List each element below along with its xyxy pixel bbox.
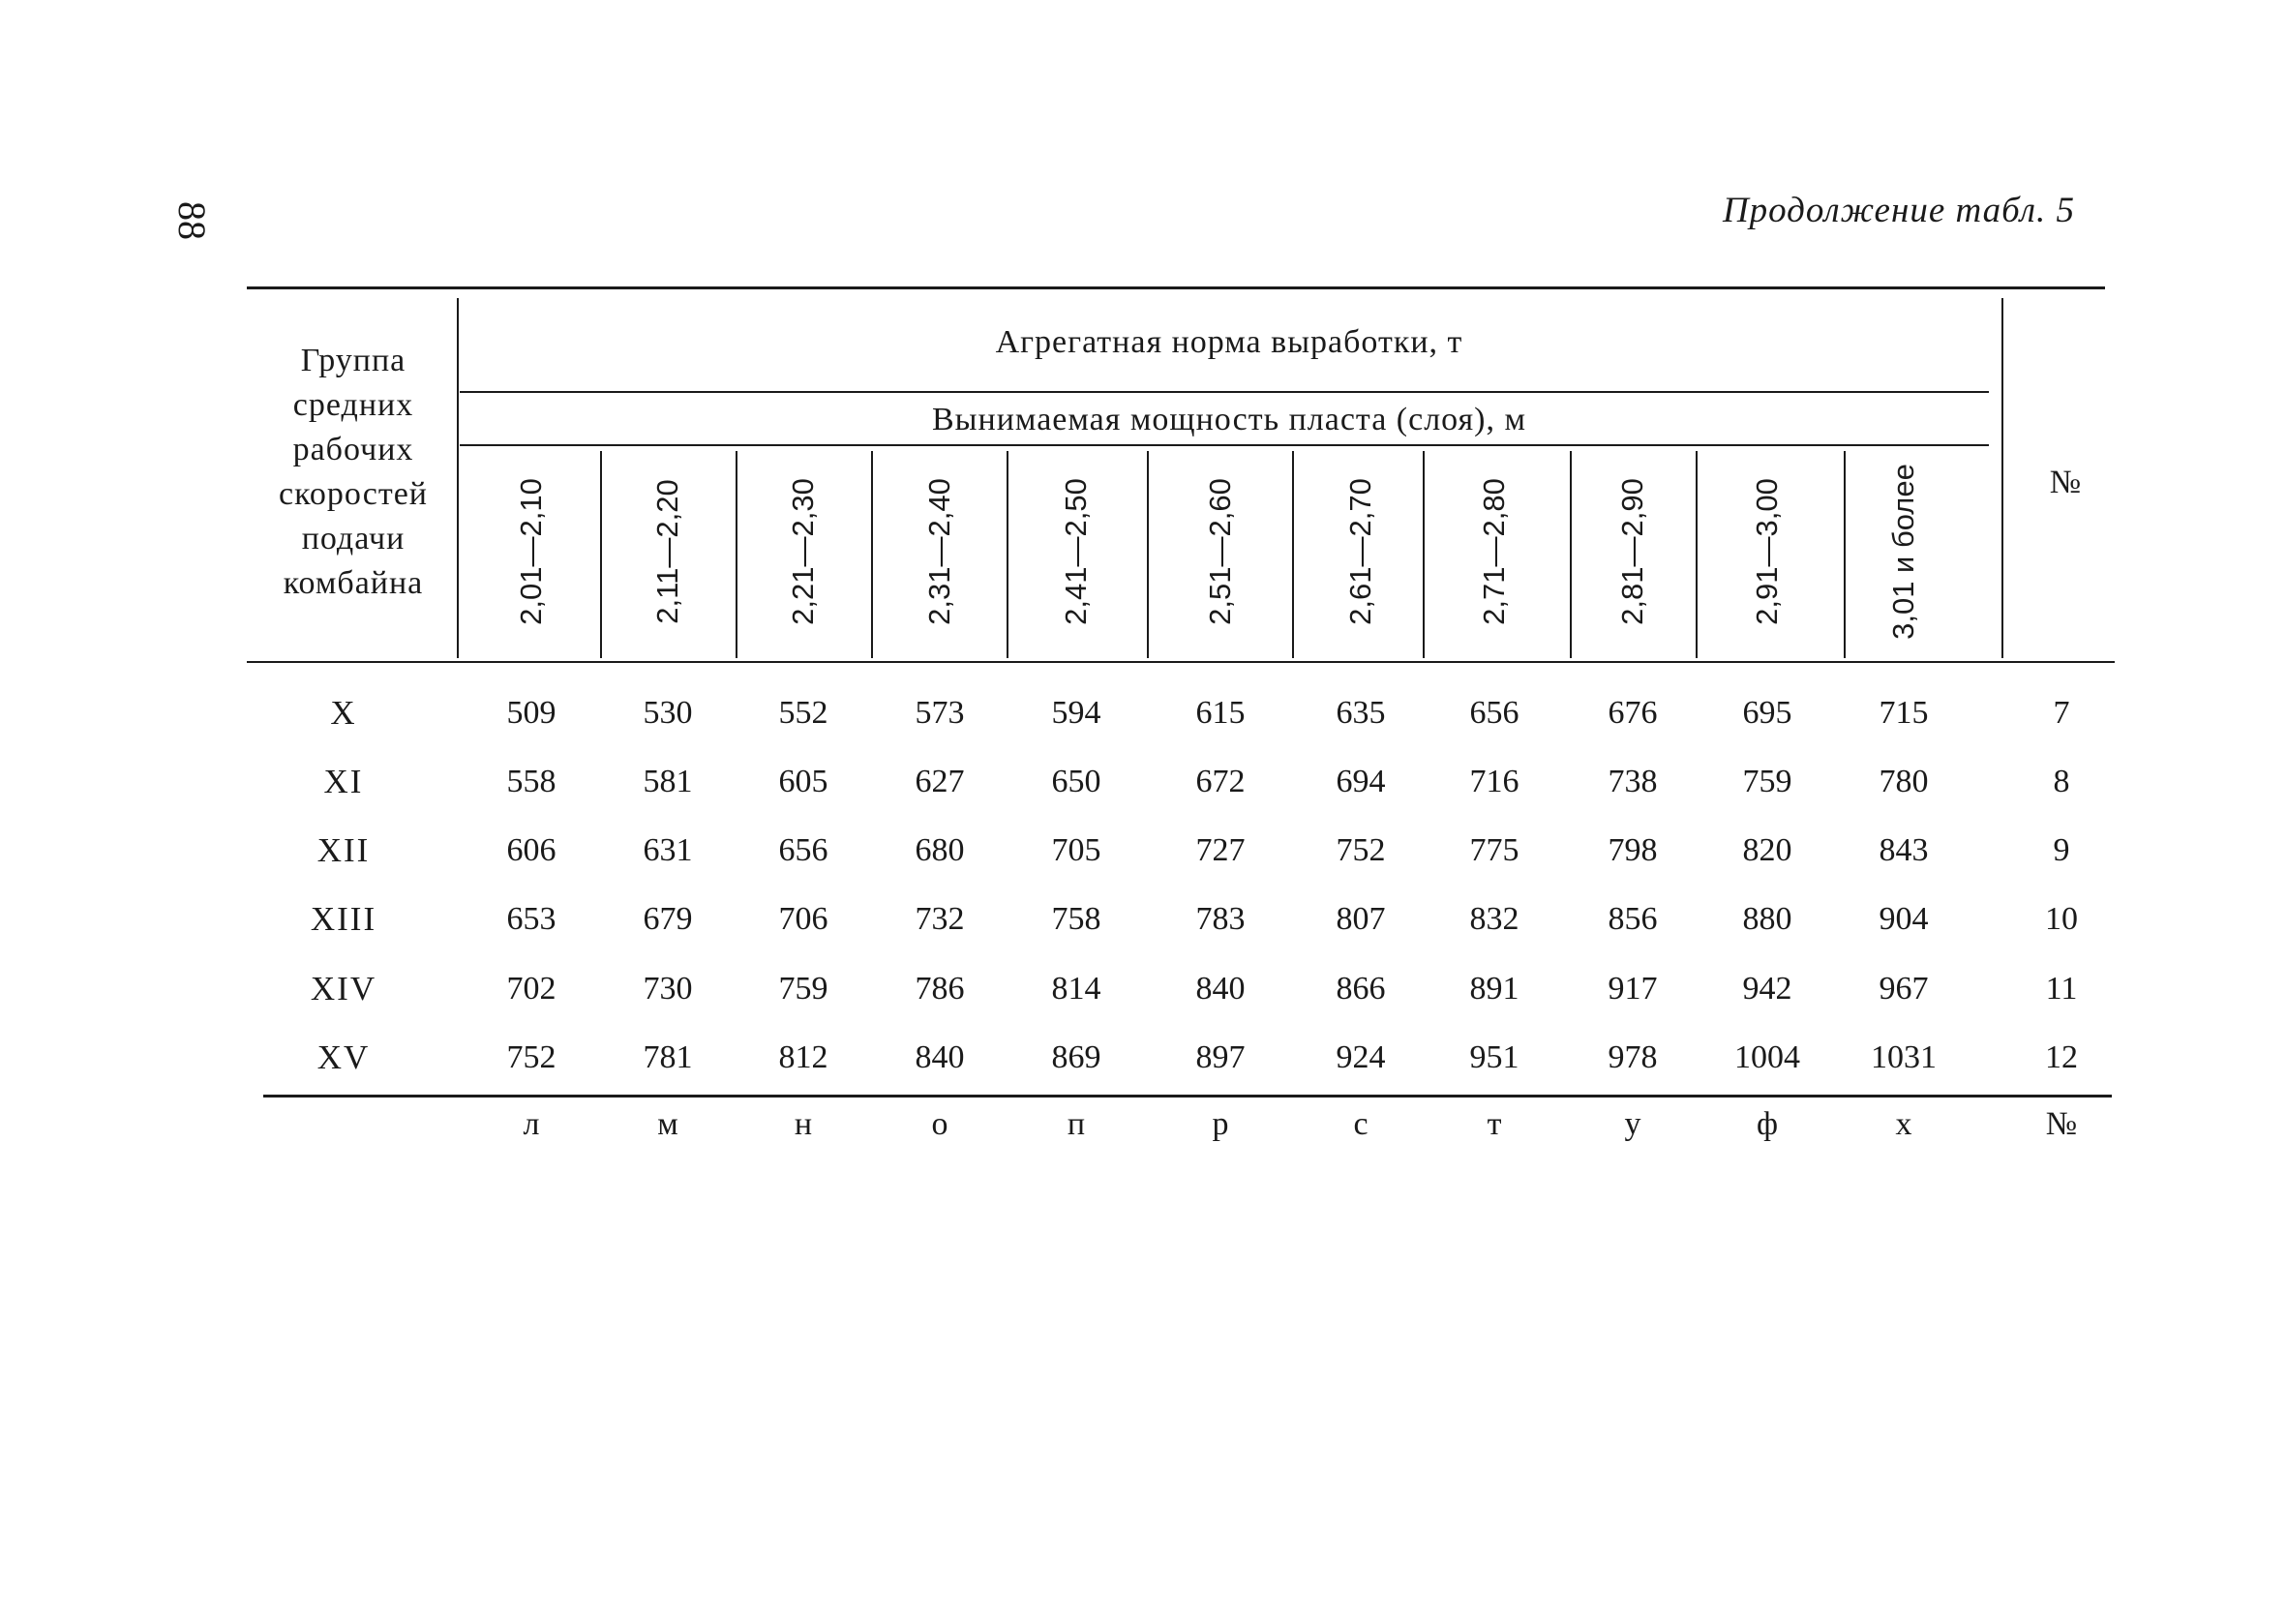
table-cell: 705 [1051,832,1101,868]
table-cell: 650 [1051,764,1101,799]
table-cell: 891 [1469,971,1519,1007]
column-divider-line [1844,451,1846,658]
table-cell: 917 [1608,971,1658,1007]
table-cell: 843 [1879,832,1929,868]
column-letter: п [1067,1106,1086,1142]
table-cell: 635 [1336,695,1386,731]
table-cell: 615 [1195,695,1246,731]
table-cell: 695 [1742,695,1792,731]
thickness-range-header: 2,41—2,50 [1059,478,1093,625]
row-number: 10 [2045,901,2078,937]
column-divider-line [871,451,873,658]
table-cell: 679 [643,901,693,937]
table-cell: 798 [1608,832,1658,868]
thickness-range-header: 2,11—2,20 [650,479,684,624]
row-group-label: X [330,694,357,732]
table-cell: 656 [778,832,828,868]
thickness-range-header: 2,21—2,30 [786,478,820,625]
column-divider-line [600,451,602,658]
row-group-label: XV [316,1038,371,1076]
thickness-range-header: 3,01 и более [1886,464,1920,640]
column-divider-line [1007,451,1008,658]
table-caption: Продолжение табл. 5 [1722,191,2075,230]
row-group-label: XII [316,831,371,869]
table-cell: 752 [1336,832,1386,868]
column-letter: т [1487,1106,1502,1142]
table-cell: 856 [1608,901,1658,937]
stub-header-line: подачи [301,521,406,556]
table-cell: 904 [1879,901,1929,937]
thickness-range-header: 2,81—2,90 [1615,478,1649,625]
table-cell: 716 [1469,764,1519,799]
table-cell: 786 [915,971,965,1007]
row-number: 7 [2053,695,2070,731]
table-top-rule [247,286,2105,289]
column-letter: х [1895,1106,1912,1142]
column-divider-line [1292,451,1294,658]
thickness-range-header: 2,61—2,70 [1343,478,1377,625]
thickness-range-header: 2,01—2,10 [514,478,548,625]
column-letter: ф [1756,1106,1779,1142]
thickness-range-header: 2,31—2,40 [922,478,956,625]
table-cell: 702 [506,971,556,1007]
table-cell: 653 [506,901,556,937]
table-cell: 924 [1336,1039,1386,1075]
table-cell: 694 [1336,764,1386,799]
table-cell: 730 [643,971,693,1007]
table-cell: 759 [778,971,828,1007]
row-number: 8 [2053,764,2070,799]
table-cell: 780 [1879,764,1929,799]
stub-header-line: средних [292,387,414,423]
header-bottom-rule [247,661,2115,663]
table-cell: 814 [1051,971,1101,1007]
table-cell: 552 [778,695,828,731]
table-cell: 978 [1608,1039,1658,1075]
table-cell: 869 [1051,1039,1101,1075]
column-letter: у [1624,1106,1641,1142]
group-header: Агрегатная норма выработки, т [995,324,1463,360]
table-cell: 783 [1195,901,1246,937]
table-cell: 627 [915,764,965,799]
table-cell: 832 [1469,901,1519,937]
table-cell: 820 [1742,832,1792,868]
row-number: 9 [2053,832,2070,868]
stub-header [247,339,460,606]
stub-header-line: рабочих [292,432,414,467]
table-cell: 738 [1608,764,1658,799]
subgroup-header: Вынимаемая мощность пласта (слоя), м [932,402,1526,437]
column-divider-line [1570,451,1572,658]
table-cell: 880 [1742,901,1792,937]
table-cell: 727 [1195,832,1246,868]
table-cell: 672 [1195,764,1246,799]
stub-header-line: Группа [300,343,406,378]
row-number: 12 [2045,1039,2078,1075]
table-cell: 812 [778,1039,828,1075]
table-cell: 715 [1879,695,1929,731]
table-cell: 1031 [1871,1039,1937,1075]
row-group-label: XIII [310,900,377,938]
row-group-label: XIV [310,970,377,1007]
table-cell: 656 [1469,695,1519,731]
footer-number-label: № [2045,1106,2078,1142]
group-divider-rule [460,391,1989,393]
table-cell: 840 [1195,971,1246,1007]
table-cell: 840 [915,1039,965,1075]
table-cell: 758 [1051,901,1101,937]
number-header: № [2049,465,2082,500]
column-divider-line [1696,451,1698,658]
stub-header-line: комбайна [283,565,424,601]
page-number: 88 [170,201,214,240]
number-divider-line [2001,298,2003,658]
table-cell: 509 [506,695,556,731]
table-cell: 558 [506,764,556,799]
table-cell: 605 [778,764,828,799]
table-cell: 676 [1608,695,1658,731]
column-letter: н [794,1106,813,1142]
column-letter: л [523,1106,540,1142]
stub-header-line: скоростей [279,476,428,512]
table-cell: 530 [643,695,693,731]
table-cell: 1004 [1734,1039,1800,1075]
column-letter: р [1212,1106,1229,1142]
table-cell: 807 [1336,901,1386,937]
table-cell: 897 [1195,1039,1246,1075]
thickness-range-header: 2,91—3,00 [1750,478,1784,625]
table-cell: 967 [1879,971,1929,1007]
subgroup-divider-rule [460,444,1989,446]
table-cell: 752 [506,1039,556,1075]
table-cell: 942 [1742,971,1792,1007]
thickness-range-header: 2,51—2,60 [1203,478,1237,625]
table-cell: 606 [506,832,556,868]
column-letter: м [657,1106,678,1142]
table-cell: 781 [643,1039,693,1075]
table-cell: 680 [915,832,965,868]
column-divider-line [736,451,737,658]
table-cell: 706 [778,901,828,937]
row-group-label: XI [323,763,364,800]
table-cell: 732 [915,901,965,937]
column-divider-line [1147,451,1149,658]
column-letter: о [931,1106,948,1142]
row-number: 11 [2045,971,2078,1007]
table-cell: 594 [1051,695,1101,731]
table-cell: 631 [643,832,693,868]
table-cell: 775 [1469,832,1519,868]
table-cell: 951 [1469,1039,1519,1075]
column-letter: с [1353,1106,1369,1142]
table-cell: 581 [643,764,693,799]
table-cell: 759 [1742,764,1792,799]
column-divider-line [1423,451,1425,658]
body-bottom-rule [263,1095,2112,1098]
table-cell: 866 [1336,971,1386,1007]
table-cell: 573 [915,695,965,731]
thickness-range-header: 2,71—2,80 [1477,478,1511,625]
